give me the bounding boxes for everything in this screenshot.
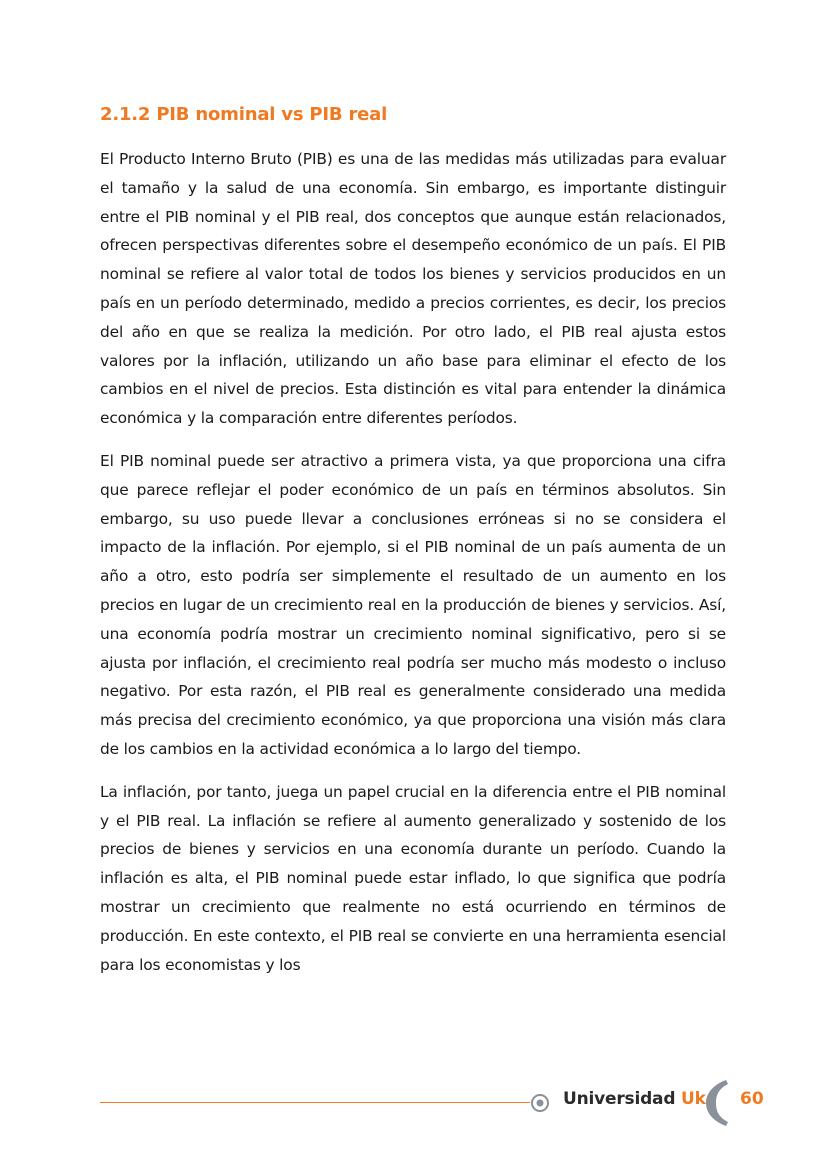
brand-accent: Uk bbox=[681, 1089, 706, 1109]
section-heading: 2.1.2 PIB nominal vs PIB real bbox=[100, 104, 388, 125]
paragraph-2: El PIB nominal puede ser atractivo a primera vista, ya que proporciona una cifra que parece reflejar el poder económico de un país en términos absolutos. Sin embargo, su uso puede llevar a conclusiones erróneas si no se considera el impacto de la inflación. Por ejemplo, si el PIB nominal de un país aumenta de un año a otro, esto podría ser simplemente el resultado de un aumento en los precios en lugar de un crecimiento real en la producción de bienes y servicios. Así, una economía podría mostrar un crecimiento nominal significativo, pero si se ajusta por inflación, el crecimiento real podría ser mucho más modesto o incluso negativo. Por esta razón, el PIB real es generalmente considerado una medida más precisa del crecimiento económico, ya que proporciona una visión más clara de los cambios en la actividad económica a lo largo del tiempo. bbox=[100, 451, 726, 758]
paragraph-3: La inflación, por tanto, juega un papel crucial en la diferencia entre el PIB nominal y el PIB real. La inflación se refiere al aumento generalizado y sostenido de los precios de bienes y servicios en una economía durante un período. Cuando la inflación es alta, el PIB nominal puede estar inflado, lo que significa que podría mostrar un crecimiento que realmente no está ocurriendo en términos de producción. En este contexto, el PIB real se convierte en una herramienta esencial para los economistas y los bbox=[100, 782, 726, 974]
brand-logo-text bbox=[563, 1089, 706, 1109]
brand-name: Universidad bbox=[563, 1089, 676, 1109]
target-dot-icon bbox=[530, 1093, 550, 1113]
footer-divider bbox=[100, 1102, 530, 1103]
body-text bbox=[100, 145, 726, 993]
arc-bracket-icon bbox=[704, 1078, 730, 1128]
paragraph-1: El Producto Interno Bruto (PIB) es una de las medidas más utilizadas para evaluar el tamaño y la salud de una economía. Sin embargo, es importante distinguir entre el PIB nominal y el PIB real, dos conceptos que aunque están relacionados, ofrecen perspectivas diferentes sobre el desempeño económico de un país. El PIB nominal se refiere al valor total de todos los bienes y servicios producidos en un país en un período determinado, medido a precios corrientes, es decir, los precios del año en que se realiza la medición. Por otro lado, el PIB real ajusta estos valores por la inflación, utilizando un año base para eliminar el efecto de los cambios en el nivel de precios. Esta distinción es vital para entender la dinámica económica y la comparación entre diferentes períodos. bbox=[100, 150, 726, 428]
page-number: 60 bbox=[740, 1089, 764, 1109]
